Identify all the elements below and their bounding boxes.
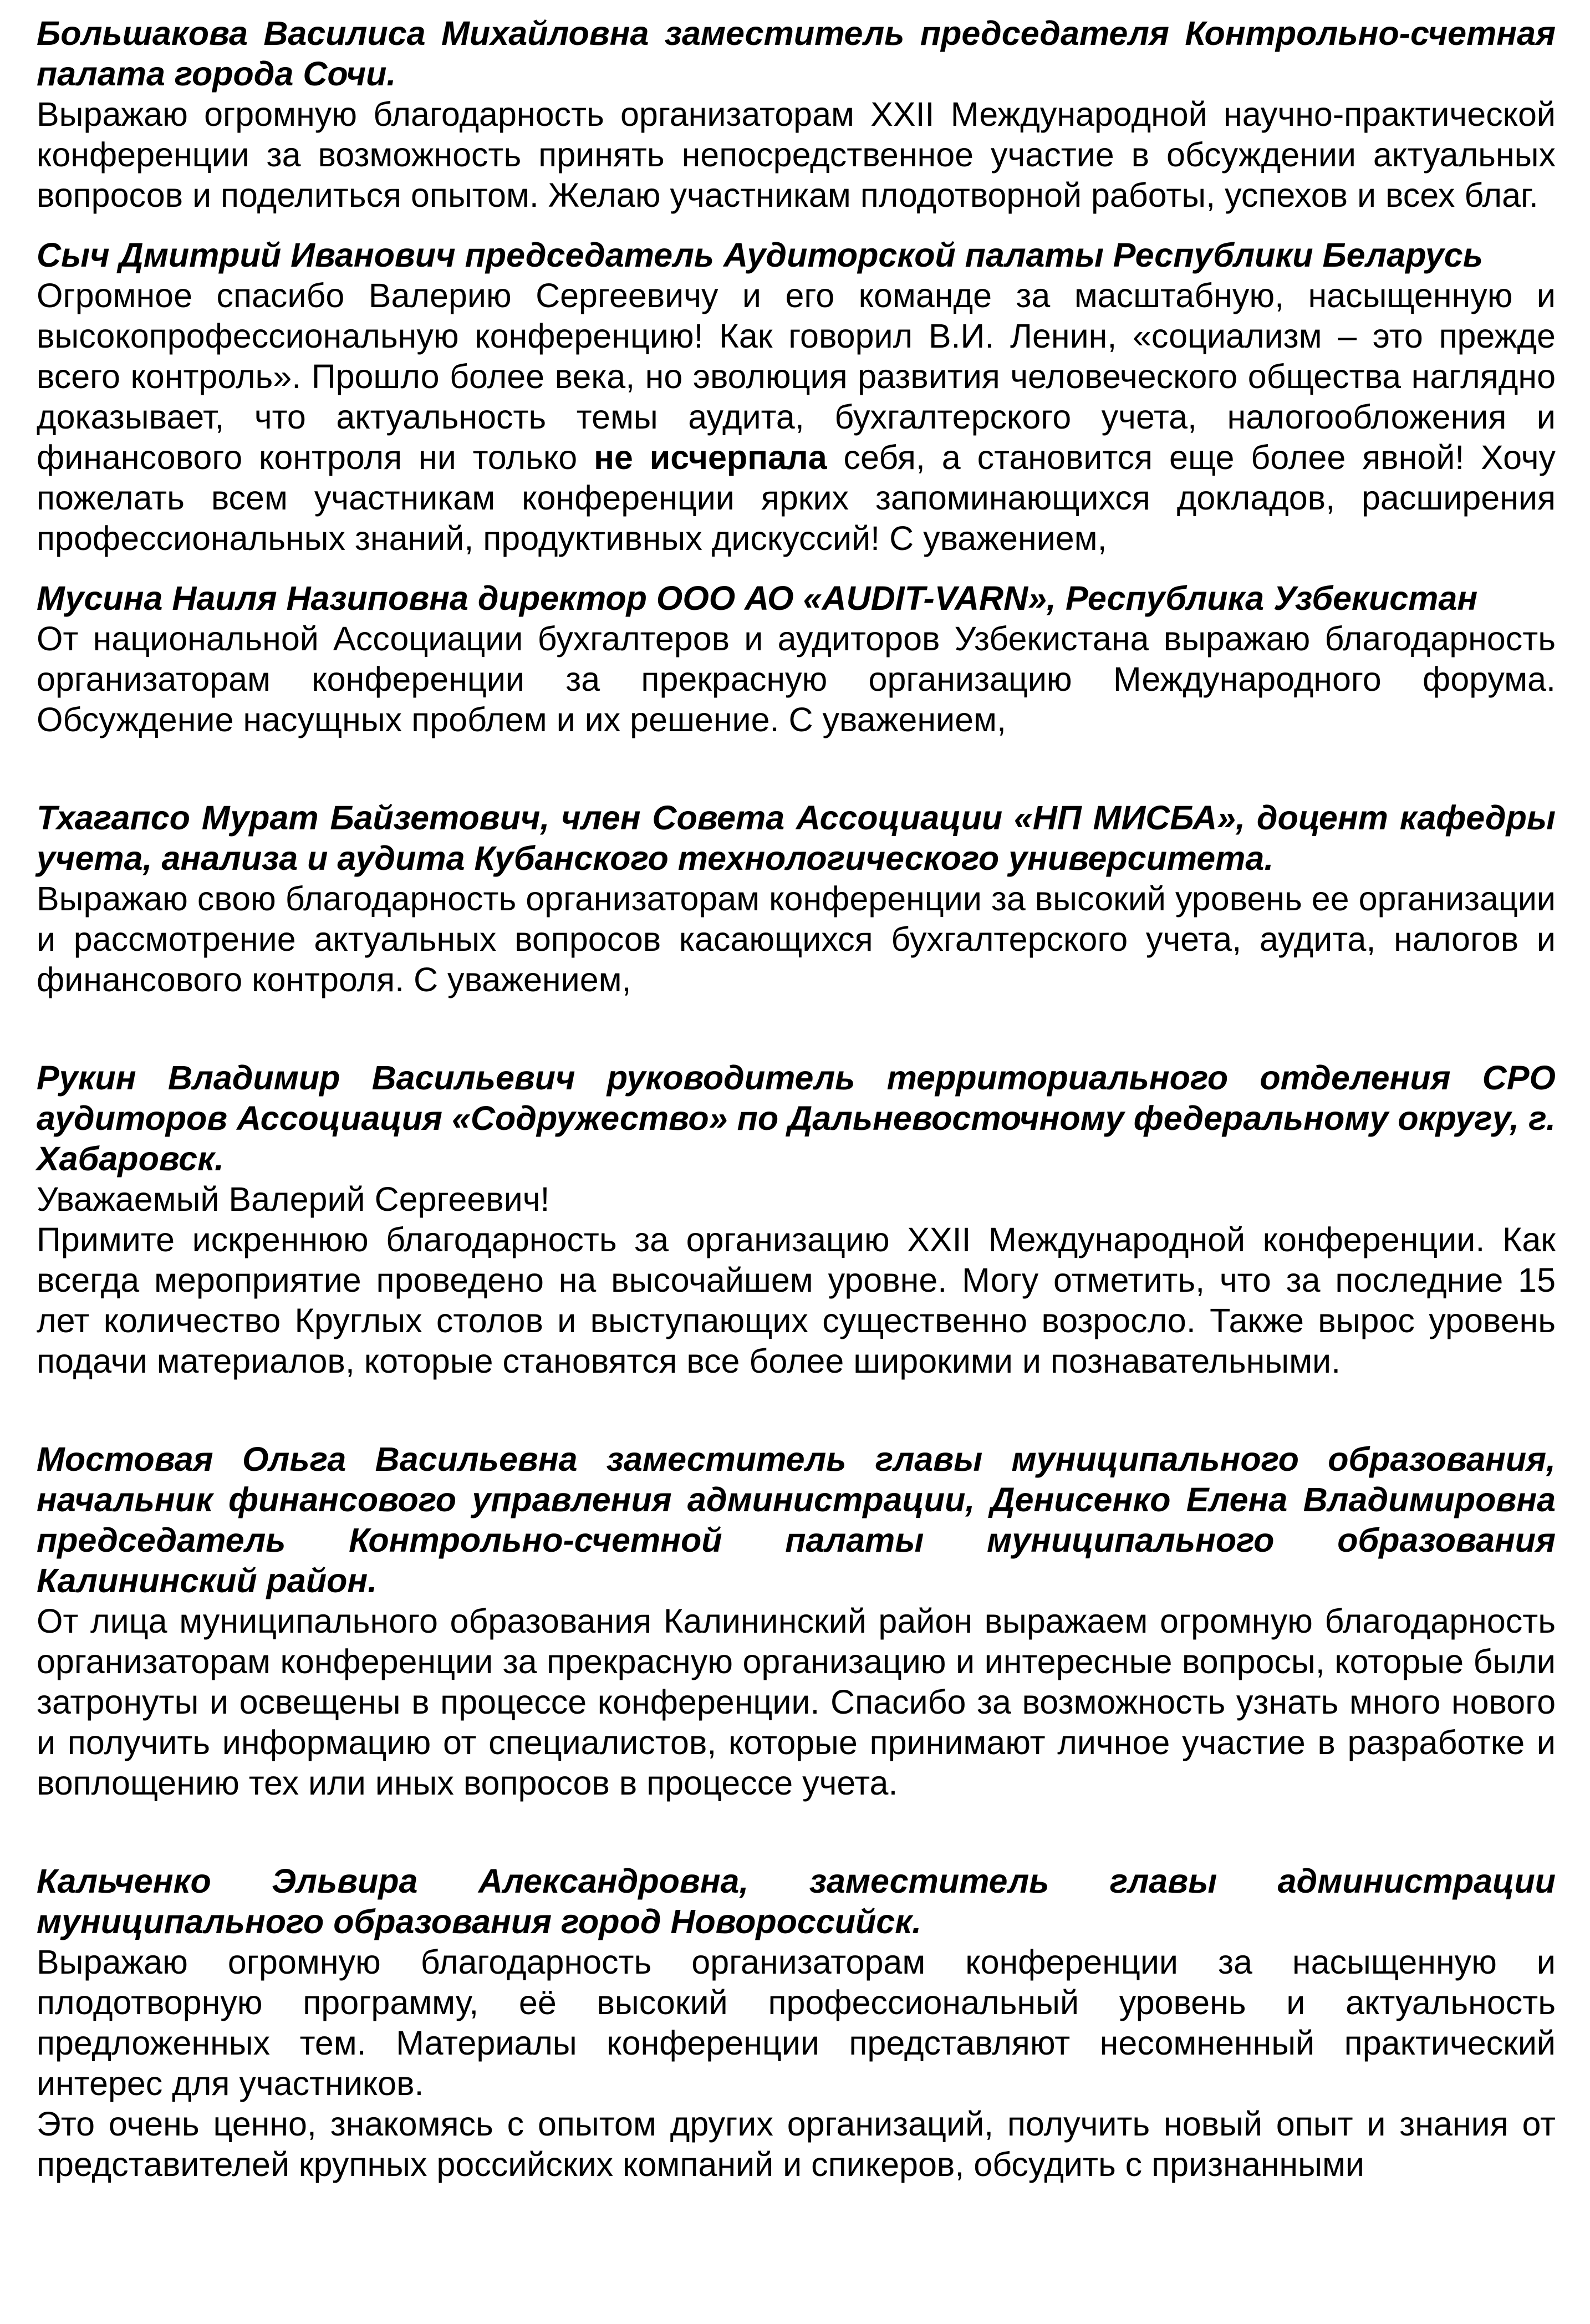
paragraph-text: Огромное спасибо Валерию Сергеевичу и его команде за масштабную, насыщенную и высокопрофессиональную конференцию! Как говорил В.И. Ленин, «социализм – это прежде всего контроль». Прошло более века, но эволюция развития человеческого общества наглядно доказывает, что актуальность темы аудита, бухгалтерского учета, налогообложения и финансового контроля ни только (37, 277, 1556, 476)
entry-paragraph: Примите искреннюю благодарность за организацию XXII Международной конференции. Как всегда мероприятие проведено на высочайшем уровне. Могу отметить, что за последние 15 лет количество Круглых столов и выступающих существенно возросло. Также вырос уровень подачи материалов, которые становятся все более широкими и познавательными. (37, 1221, 1556, 1380)
entry-paragraph: Выражаю свою благодарность организаторам конференции за высокий уровень ее организации и рассмотрение актуальных вопросов касающихся бухгалтерского учета, аудита, налогов и финансового контроля. С уважением, (37, 880, 1556, 998)
testimonial-entry (37, 1861, 1556, 2185)
document-page (37, 13, 1556, 2185)
testimonial-entry (37, 1439, 1556, 1803)
emphasized-text: не исчерпала (594, 439, 827, 476)
entry-heading: Кальченко Эльвира Александровна, заместитель главы администрации муниципального образования город Новороссийск. (37, 1862, 1556, 1940)
testimonial-entry (37, 235, 1556, 559)
entry-paragraph: От лица муниципального образования Калининский район выражаем огромную благодарность организаторам конференции за прекрасную организацию и интересные вопросы, которые были затронуты и освещены в процессе конференции. Спасибо за возможность узнать много нового и получить информацию от специалистов, которые принимают личное участие в разработке и воплощению тех или иных вопросов в процессе учета. (37, 1602, 1556, 1802)
entry-heading: Мусина Наиля Назиповна директор ООО АО «AUDIT-VARN», Республика Узбекистан (37, 579, 1478, 617)
entry-heading: Мостовая Ольга Васильевна заместитель главы муниципального образования, начальник финансового управления администрации, Денисенко Елена Владимировна председатель Контрольно-счетной палаты муниципального образования Калининский район. (37, 1440, 1556, 1599)
testimonial-entry (37, 13, 1556, 216)
testimonial-entry (37, 578, 1556, 740)
testimonial-entry (37, 1058, 1556, 1382)
entry-paragraph: Это очень ценно, знакомясь с опытом других организаций, получить новый опыт и знания от представителей крупных российских компаний и спикеров, обсудить с признанными (37, 2105, 1556, 2183)
entry-heading: Тхагапсо Мурат Байзетович, член Совета Ассоциации «НП МИСБА», доцент кафедры учета, анализа и аудита Кубанского технологического университета. (37, 799, 1556, 877)
paragraph-text: себя, а становится еще более явной! Хочу пожелать всем участникам конференции ярких запоминающихся докладов, расширения профессиональных знаний, продуктивных дискуссий! С уважением, (37, 439, 1556, 557)
entry-heading: Сыч Дмитрий Иванович председатель Аудиторской палаты Республики Беларусь (37, 236, 1483, 274)
entry-heading: Рукин Владимир Васильевич руководитель территориального отделения СРО аудиторов Ассоциация «Содружество» по Дальневосточному федеральному округу, г. Хабаровск. (37, 1059, 1556, 1178)
testimonial-entry (37, 798, 1556, 1000)
entry-paragraph: Выражаю огромную благодарность организаторам конференции за насыщенную и плодотворную программу, её высокий профессиональный уровень и актуальность предложенных тем. Материалы конференции представляют несомненный практический интерес для участников. (37, 1943, 1556, 2102)
entry-paragraph (37, 276, 1556, 559)
entry-paragraph: Выражаю огромную благодарность организаторам XXII Международной научно-практической конференции за возможность принять непосредственное участие в обсуждении актуальных вопросов и поделиться опытом. Желаю участникам плодотворной работы, успехов и всех благ. (37, 95, 1556, 214)
entry-heading: Большакова Василиса Михайловна заместитель председателя Контрольно-счетная палата города Сочи. (37, 14, 1556, 93)
entry-salutation: Уважаемый Валерий Сергеевич! (37, 1180, 550, 1218)
entry-paragraph: От национальной Ассоциации бухгалтеров и аудиторов Узбекистана выражаю благодарность организаторам конференции за прекрасную организацию Международного форума. Обсуждение насущных проблем и их решение. С уважением, (37, 620, 1556, 738)
